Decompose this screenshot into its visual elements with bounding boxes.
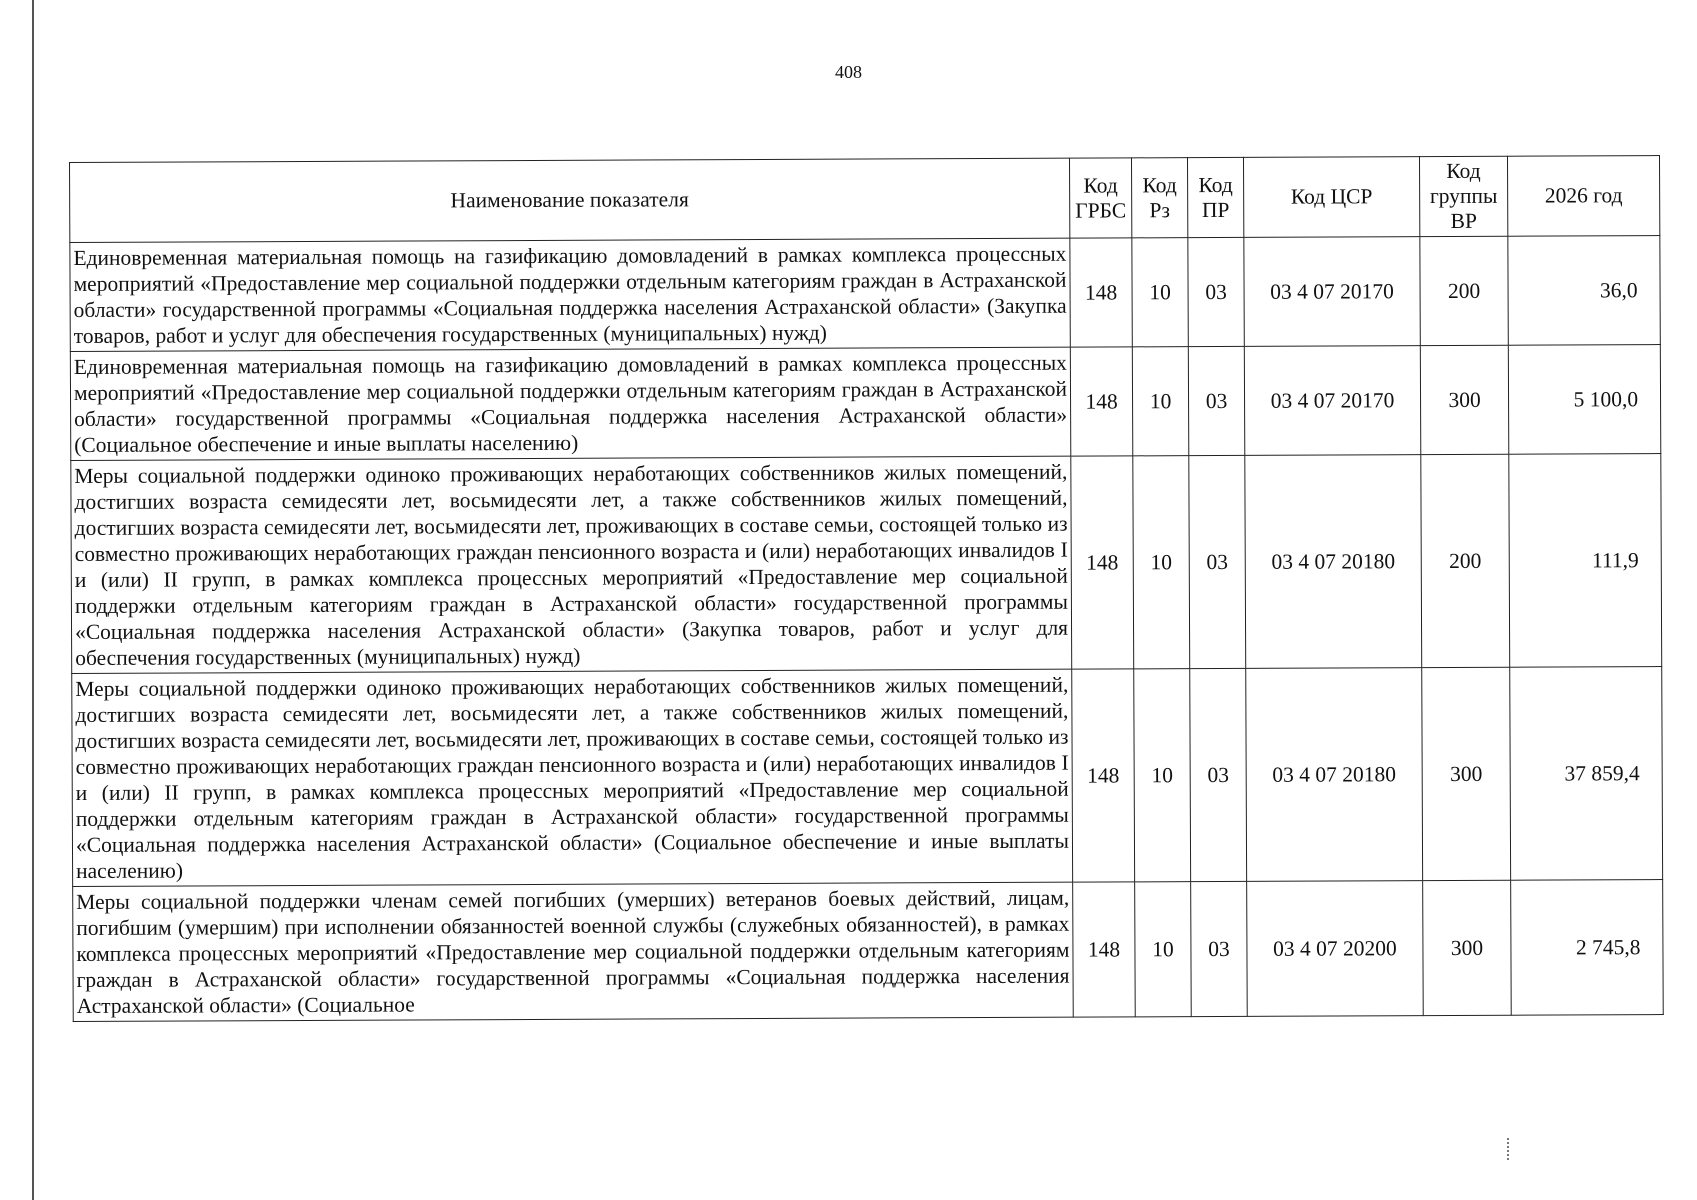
table-row	[73, 880, 1664, 1022]
row-grbs: 148	[1070, 238, 1132, 347]
row-amount: 111,9	[1509, 454, 1662, 668]
table-row	[72, 667, 1663, 887]
row-pr: 03	[1191, 881, 1248, 1016]
row-csr: 03 4 07 20180	[1246, 668, 1423, 882]
table-row	[71, 454, 1662, 674]
row-pr: 03	[1190, 668, 1247, 881]
row-csr: 03 4 07 20180	[1245, 455, 1422, 669]
row-rz: 10	[1134, 669, 1191, 882]
header-vr: Код группы ВР	[1419, 156, 1507, 236]
row-name: Меры социальной поддержки одиноко проживающих неработающих собственников жилых помещений, достигших возраста семидесяти лет, восьмидесяти лет, а также собственников жилых помещений, достигших возраста семидесяти лет, восьмидесяти лет, проживающих в составе семьи, состоящей только из совместно проживающих неработающих граждан пенсионного возраста и (или) неработающих инвалидов I и (или) II групп, в рамках комплекса процессных мероприятий «Предоставление мер социальной поддержки отдельным категориям граждан в Астраханской области» государственной программы «Социальная поддержка населения Астраханской области» (Закупка товаров, работ и услуг для обеспечения государственных (муниципальных) нужд)	[71, 456, 1072, 673]
header-pr: Код ПР	[1187, 157, 1243, 237]
row-grbs: 148	[1073, 882, 1136, 1017]
row-pr: 03	[1189, 455, 1246, 668]
row-pr: 03	[1188, 346, 1244, 455]
row-grbs: 148	[1071, 456, 1134, 669]
row-csr: 03 4 07 20170	[1244, 237, 1420, 347]
scan-mark	[1507, 1138, 1512, 1160]
row-name: Меры социальной поддержки одиноко проживающих неработающих собственников жилых помещений, достигших возраста семидесяти лет, восьмидесяти лет, а также собственников жилых помещений, достигших возраста семидесяти лет, восьмидесяти лет, проживающих в составе семьи, состоящей только из совместно проживающих неработающих граждан пенсионного возраста и (или) неработающих инвалидов I и (или) II групп, в рамках комплекса процессных мероприятий «Предоставление мер социальной поддержки отдельным категориям граждан в Астраханской области» государственной программы «Социальная поддержка населения Астраханской области» (Социальное обеспечение и иные выплаты населению)	[72, 669, 1073, 886]
binding-edge-line	[32, 0, 34, 1200]
header-year: 2026 год	[1507, 156, 1659, 237]
table-row	[70, 345, 1660, 461]
row-name: Меры социальной поддержки членам семей погибших (умерших) ветеранов боевых действий, лицам, погибшим (умершим) при исполнении обязанностей военной службы (служебных обязанностей), в рамках комплекса процессных мероприятий «Предоставление мер социальной поддержки отдельным категориям граждан в Астраханской области» государственной программы «Социальная поддержка населения Астраханской области» (Социальное	[73, 882, 1074, 1021]
table-row	[70, 236, 1660, 352]
header-name: Наименование показателя	[70, 158, 1070, 242]
row-vr: 300	[1420, 345, 1508, 454]
budget-table	[69, 155, 1664, 1022]
row-name: Единовременная материальная помощь на газификацию домовладений в рамках комплекса процессных мероприятий «Предоставление мер социальной поддержки отдельным категориям граждан в Астраханской области» государственной программы «Социальная поддержка населения Астраханской области» (Закупка товаров, работ и услуг для обеспечения государственных (муниципальных) нужд)	[70, 238, 1070, 351]
row-csr: 03 4 07 20200	[1247, 881, 1424, 1017]
table-header-row	[70, 156, 1660, 243]
row-rz: 10	[1132, 238, 1188, 347]
row-rz: 10	[1132, 347, 1188, 456]
row-rz: 10	[1133, 456, 1190, 669]
row-vr: 200	[1421, 454, 1510, 667]
header-grbs: Код ГРБС	[1069, 158, 1131, 238]
page-number: 408	[835, 62, 862, 82]
header-csr: Код ЦСР	[1243, 157, 1419, 238]
row-vr: 200	[1420, 236, 1508, 345]
row-vr: 300	[1422, 667, 1511, 880]
row-amount: 36,0	[1508, 236, 1660, 346]
row-grbs: 148	[1072, 669, 1135, 882]
row-rz: 10	[1135, 882, 1192, 1017]
row-amount: 37 859,4	[1510, 667, 1663, 881]
header-rz: Код Рз	[1131, 158, 1187, 238]
row-amount: 5 100,0	[1508, 345, 1660, 455]
row-amount: 2 745,8	[1511, 880, 1664, 1016]
row-grbs: 148	[1070, 347, 1132, 456]
row-csr: 03 4 07 20170	[1244, 346, 1420, 456]
row-pr: 03	[1188, 237, 1244, 346]
row-name: Единовременная материальная помощь на газификацию домовладений в рамках комплекса процессных мероприятий «Предоставление мер социальной поддержки отдельным категориям граждан в Астраханской области» государственной программы «Социальная поддержка населения Астраханской области» (Социальное обеспечение и иные выплаты населению)	[70, 347, 1070, 460]
row-vr: 300	[1423, 880, 1512, 1015]
